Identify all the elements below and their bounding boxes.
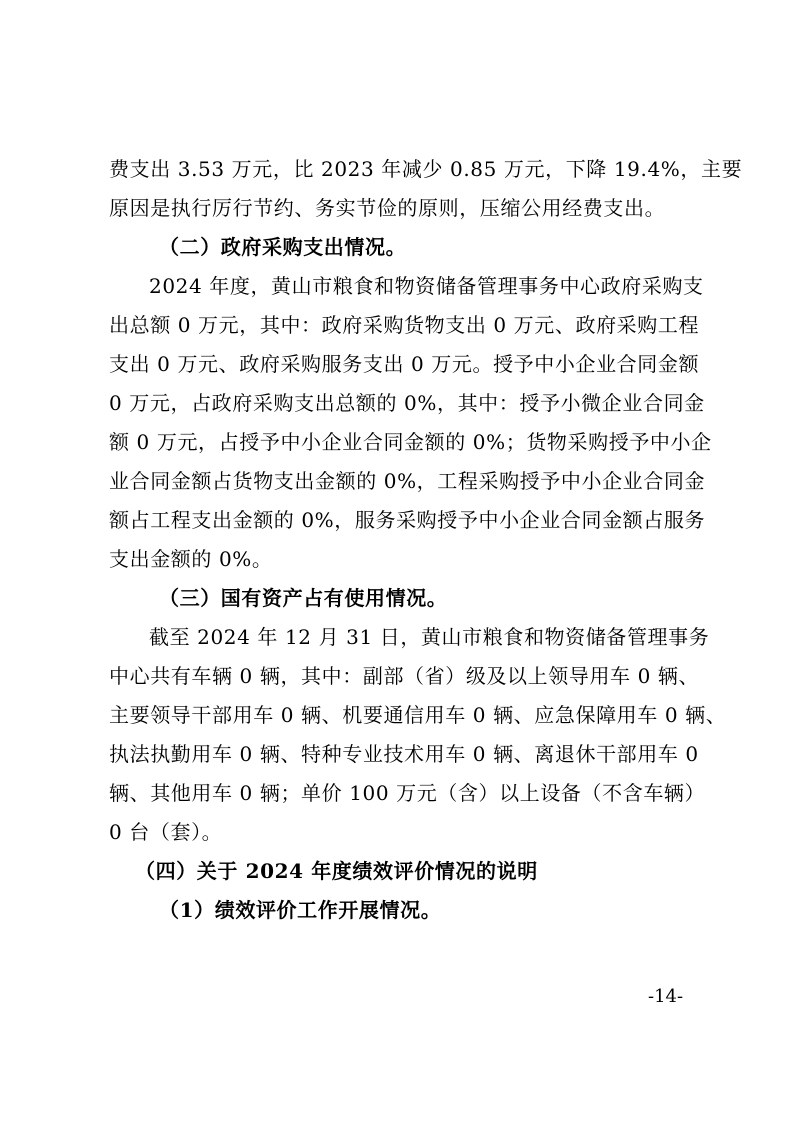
paragraph-line: 出总额 0 万元，其中：政府采购货物支出 0 万元、政府采购工程: [109, 313, 700, 337]
paragraph-line: 额占工程支出金额的 0%，服务采购授予中小企业合同金额占服务: [109, 508, 706, 532]
paragraph-line: 截至 2024 年 12 月 31 日，黄山市粮食和物资储备管理事务: [149, 625, 710, 649]
subsection-heading-evaluation-work: （1）绩效评价工作开展情况。: [159, 898, 442, 922]
paragraph-line: 0 台（套）。: [109, 820, 223, 844]
paragraph-line: 2024 年度，黄山市粮食和物资储备管理事务中心政府采购支: [149, 274, 704, 298]
paragraph-line: 主要领导干部用车 0 辆、机要通信用车 0 辆、应急保障用车 0 辆、: [109, 703, 727, 727]
paragraph-line: 额 0 万元，占授予中小企业合同金额的 0%；货物采购授予中小企: [109, 430, 712, 454]
paragraph-line: 执法执勤用车 0 辆、特种专业技术用车 0 辆、离退休干部用车 0: [109, 742, 699, 766]
paragraph-line: 0 万元，占政府采购支出总额的 0%，其中：授予小微企业合同金: [109, 391, 705, 415]
section-heading-government-procurement: （二）政府采购支出情况。: [159, 235, 407, 259]
paragraph-line: 原因是执行厉行节约、务实节俭的原则，压缩公用经费支出。: [109, 196, 666, 220]
paragraph-line: 费支出 3.53 万元，比 2023 年减少 0.85 万元，下降 19.4%，主要: [109, 157, 743, 181]
page-number: -14-: [648, 986, 684, 1007]
paragraph-line: 支出金额的 0%。: [109, 547, 273, 571]
paragraph-line: 辆、其他用车 0 辆；单价 100 万元（含）以上设备（不含车辆）: [109, 781, 706, 805]
paragraph-line: 中心共有车辆 0 辆，其中：副部（省）级及以上领导用车 0 辆、: [109, 664, 700, 688]
paragraph-line: 支出 0 万元、政府采购服务支出 0 万元。授予中小企业合同金额: [109, 352, 700, 376]
paragraph-line: 业合同金额占货物支出金额的 0%，工程采购授予中小企业合同金: [109, 469, 706, 493]
section-heading-state-assets: （三）国有资产占有使用情况。: [159, 586, 448, 610]
section-heading-performance-evaluation: （四）关于 2024 年度绩效评价情况的说明: [135, 859, 538, 883]
